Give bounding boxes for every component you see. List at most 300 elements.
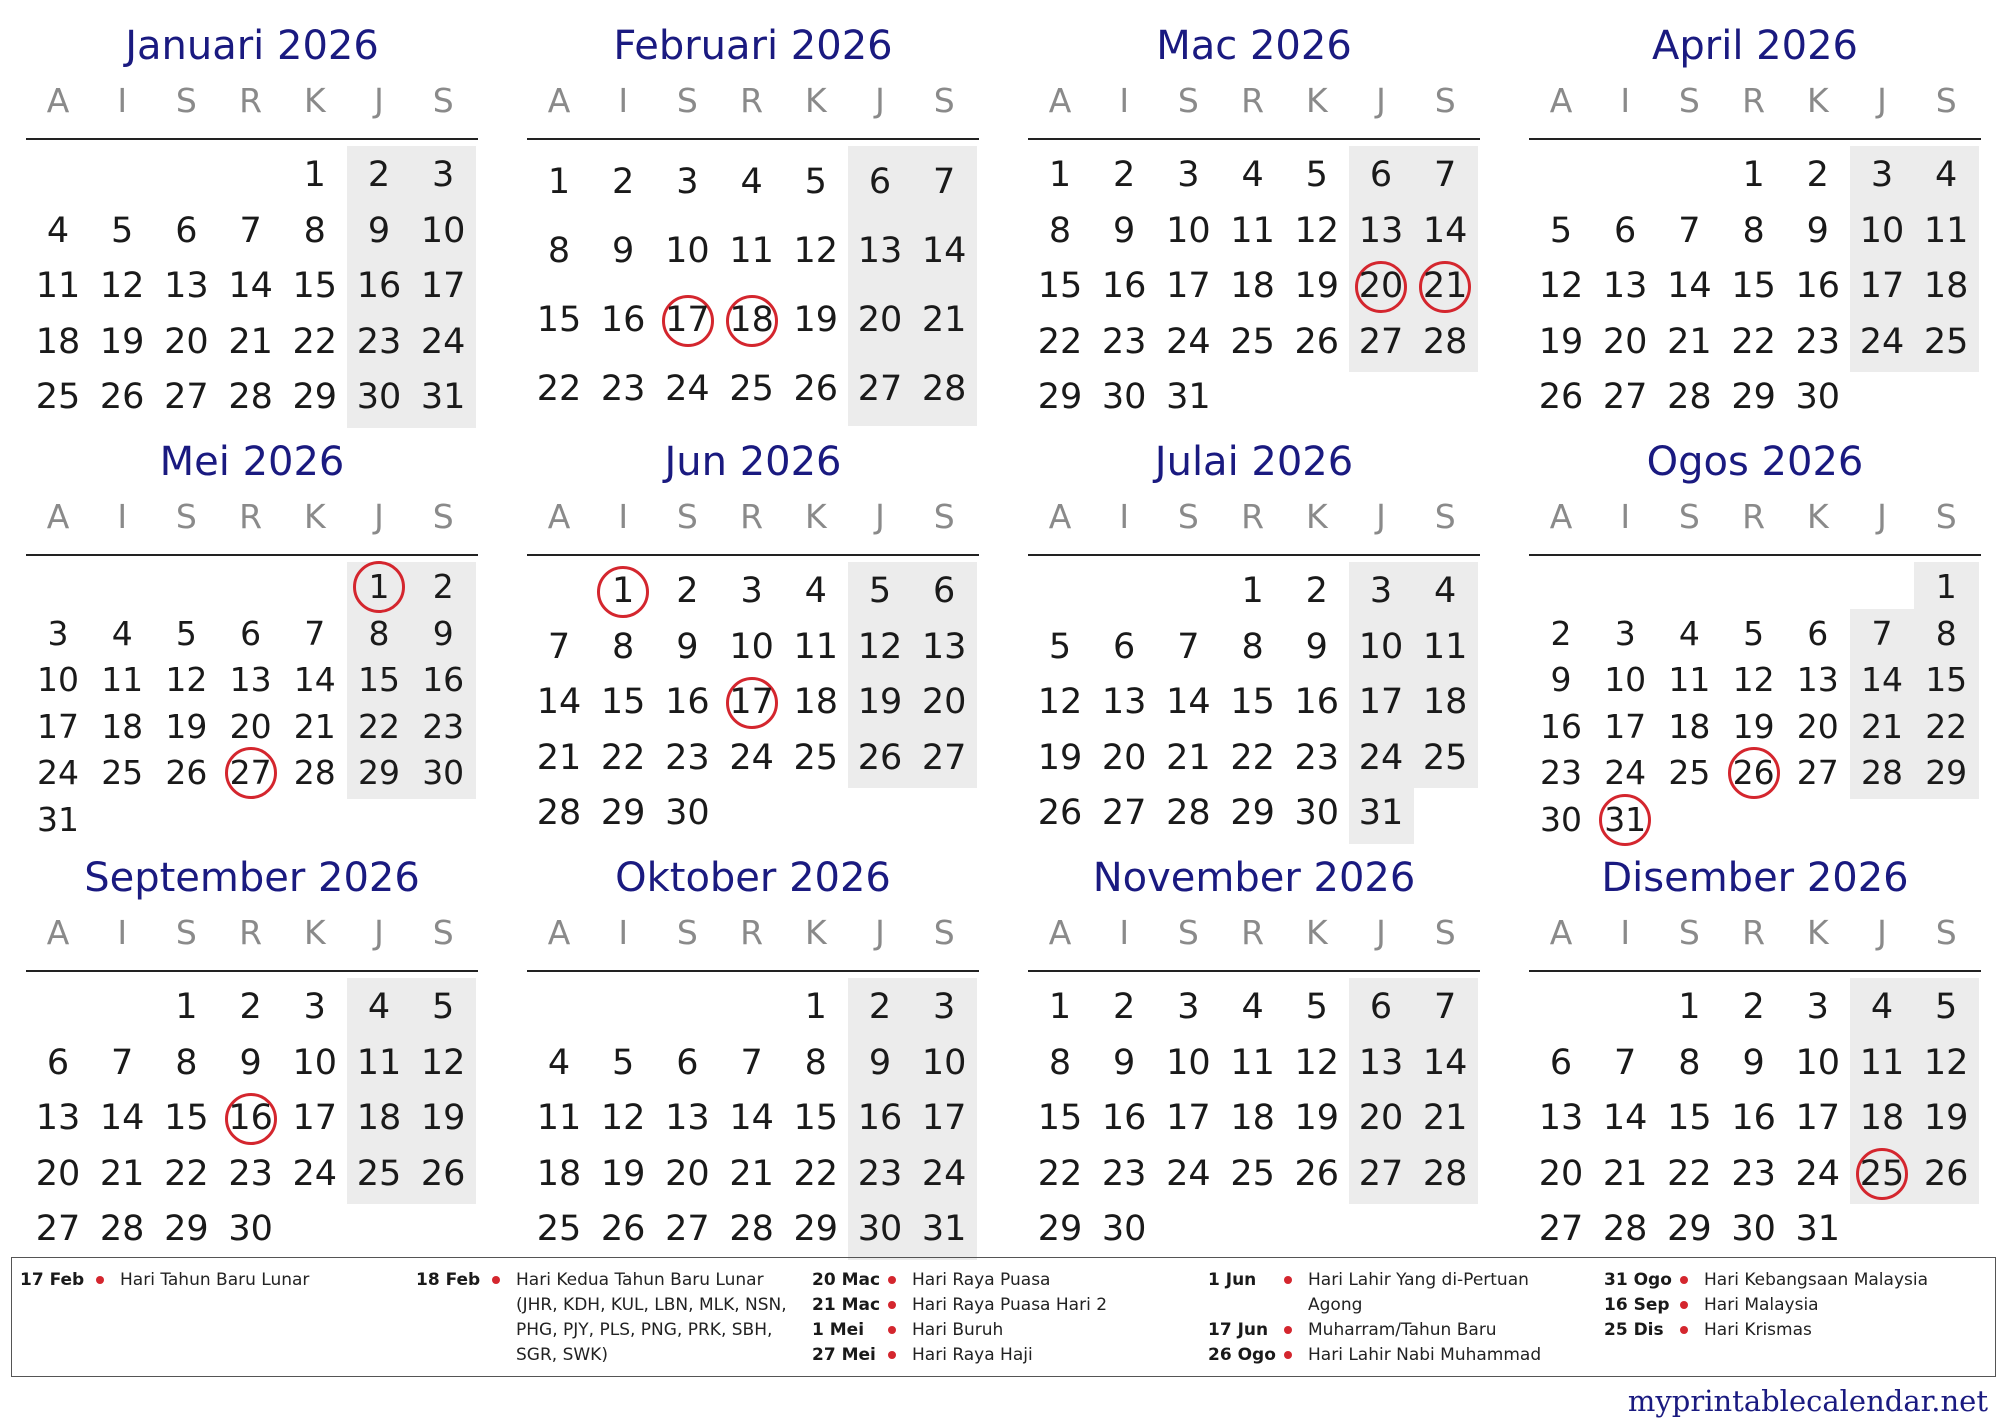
day-cell[interactable]: 15 <box>1925 660 1968 699</box>
day-cell[interactable]: 31 <box>921 1209 967 1249</box>
day-cell[interactable]: 6 <box>676 1042 699 1083</box>
day-cell[interactable]: 16 <box>1294 682 1340 722</box>
day-cell[interactable]: 7 <box>1177 626 1200 667</box>
day-cell[interactable]: 14 <box>1422 1042 1468 1083</box>
day-cell[interactable]: 20 <box>1602 321 1648 362</box>
day-cell[interactable]: 29 <box>1037 377 1083 417</box>
day-cell[interactable]: 14 <box>1602 1098 1648 1138</box>
day-cell[interactable]: 22 <box>600 737 646 778</box>
day-cell[interactable]: 13 <box>1358 1042 1404 1083</box>
day-cell[interactable]: 8 <box>612 626 635 667</box>
day-cell[interactable]: 2 <box>612 162 635 202</box>
day-cell[interactable]: 10 <box>37 660 79 699</box>
day-cell[interactable]: 12 <box>1923 1042 1969 1083</box>
day-cell[interactable]: 4 <box>1935 155 1958 195</box>
day-cell[interactable]: 26 <box>1294 321 1340 362</box>
day-cell[interactable]: 16 <box>422 660 465 699</box>
day-cell[interactable]: 20 <box>1358 1098 1404 1138</box>
day-cell[interactable]: 3 <box>1177 155 1200 195</box>
day-cell[interactable]: 15 <box>536 300 582 340</box>
day-cell[interactable]: 5 <box>1743 613 1765 653</box>
day-cell[interactable]: 4 <box>1241 155 1264 195</box>
day-cell[interactable]: 10 <box>420 210 466 251</box>
day-cell[interactable]: 7 <box>1678 210 1701 251</box>
day-cell[interactable]: 17 <box>37 706 79 746</box>
day-cell[interactable]: 28 <box>536 793 582 833</box>
day-cell[interactable]: 24 <box>921 1153 967 1194</box>
day-cell[interactable]: 25 <box>1230 321 1275 362</box>
day-cell[interactable]: 5 <box>175 613 197 653</box>
day-cell[interactable]: 9 <box>1305 626 1328 667</box>
day-cell[interactable]: 5 <box>1305 155 1328 195</box>
day-cell[interactable]: 21 <box>293 706 336 746</box>
day-cell[interactable]: 11 <box>1859 1042 1905 1083</box>
day-cell[interactable]: 7 <box>740 1042 763 1083</box>
holiday-day-cell[interactable]: 16 <box>228 1098 273 1138</box>
day-cell[interactable]: 23 <box>857 1153 903 1194</box>
day-cell[interactable]: 8 <box>1935 613 1957 653</box>
day-cell[interactable]: 16 <box>665 682 710 722</box>
day-cell[interactable]: 25 <box>35 377 81 417</box>
day-cell[interactable]: 5 <box>111 210 134 251</box>
day-cell[interactable]: 28 <box>1166 793 1211 833</box>
day-cell[interactable]: 29 <box>1925 753 1968 792</box>
day-cell[interactable]: 28 <box>293 753 336 792</box>
day-cell[interactable]: 4 <box>1434 571 1457 611</box>
day-cell[interactable]: 8 <box>804 1042 827 1083</box>
day-cell[interactable]: 9 <box>367 210 391 251</box>
day-cell[interactable]: 1 <box>1048 155 1072 195</box>
day-cell[interactable]: 19 <box>1037 737 1083 778</box>
day-cell[interactable]: 19 <box>1538 321 1584 362</box>
day-cell[interactable]: 4 <box>1241 987 1264 1027</box>
day-cell[interactable]: 11 <box>1230 1042 1275 1083</box>
day-cell[interactable]: 17 <box>1358 682 1404 722</box>
day-cell[interactable]: 20 <box>1796 706 1839 746</box>
day-cell[interactable]: 21 <box>1422 1098 1468 1138</box>
day-cell[interactable]: 18 <box>1668 706 1711 746</box>
day-cell[interactable]: 25 <box>536 1209 582 1249</box>
day-cell[interactable]: 5 <box>1549 210 1573 251</box>
day-cell[interactable]: 24 <box>1166 321 1211 362</box>
day-cell[interactable]: 20 <box>35 1153 81 1194</box>
day-cell[interactable]: 4 <box>111 613 133 653</box>
day-cell[interactable]: 10 <box>292 1042 338 1083</box>
day-cell[interactable]: 10 <box>1795 1042 1841 1083</box>
day-cell[interactable]: 21 <box>1667 321 1712 362</box>
day-cell[interactable]: 10 <box>1166 210 1211 251</box>
day-cell[interactable]: 8 <box>1678 1042 1701 1083</box>
day-cell[interactable]: 13 <box>1538 1098 1584 1138</box>
day-cell[interactable]: 11 <box>1230 210 1275 251</box>
day-cell[interactable]: 6 <box>1614 210 1637 251</box>
day-cell[interactable]: 1 <box>1678 987 1701 1027</box>
day-cell[interactable]: 29 <box>1230 793 1275 833</box>
day-cell[interactable]: 27 <box>1358 1153 1404 1194</box>
day-cell[interactable]: 27 <box>921 737 967 778</box>
day-cell[interactable]: 20 <box>229 706 272 746</box>
day-cell[interactable]: 23 <box>665 737 710 778</box>
day-cell[interactable]: 17 <box>1859 266 1905 306</box>
day-cell[interactable]: 26 <box>1538 377 1584 417</box>
day-cell[interactable]: 6 <box>46 1042 70 1083</box>
day-cell[interactable]: 5 <box>612 1042 635 1083</box>
day-cell[interactable]: 8 <box>547 231 571 271</box>
day-cell[interactable]: 4 <box>367 987 391 1027</box>
day-cell[interactable]: 15 <box>358 660 400 699</box>
day-cell[interactable]: 19 <box>420 1098 466 1138</box>
day-cell[interactable]: 25 <box>793 737 839 778</box>
day-cell[interactable]: 8 <box>1241 626 1264 667</box>
day-cell[interactable]: 14 <box>1166 682 1211 722</box>
day-cell[interactable]: 28 <box>99 1209 145 1249</box>
day-cell[interactable]: 17 <box>921 1098 967 1138</box>
day-cell[interactable]: 16 <box>857 1098 903 1138</box>
day-cell[interactable]: 30 <box>1795 377 1841 417</box>
day-cell[interactable]: 18 <box>793 682 839 722</box>
day-cell[interactable]: 30 <box>857 1209 903 1249</box>
day-cell[interactable]: 13 <box>1602 266 1648 306</box>
day-cell[interactable]: 17 <box>292 1098 338 1138</box>
day-cell[interactable]: 5 <box>1048 626 1072 667</box>
day-cell[interactable]: 8 <box>1048 210 1072 251</box>
day-cell[interactable]: 25 <box>1422 737 1468 778</box>
day-cell[interactable]: 3 <box>303 987 326 1027</box>
day-cell[interactable]: 10 <box>665 231 710 271</box>
holiday-day-cell[interactable]: 1 <box>612 571 635 611</box>
day-cell[interactable]: 10 <box>1358 626 1404 667</box>
day-cell[interactable]: 8 <box>175 1042 198 1083</box>
day-cell[interactable]: 26 <box>600 1209 646 1249</box>
day-cell[interactable]: 11 <box>1422 626 1468 667</box>
day-cell[interactable]: 3 <box>1870 155 1894 195</box>
holiday-day-cell[interactable]: 20 <box>1358 266 1404 306</box>
day-cell[interactable]: 7 <box>1434 155 1457 195</box>
day-cell[interactable]: 21 <box>536 737 582 778</box>
day-cell[interactable]: 22 <box>1037 321 1083 362</box>
day-cell[interactable]: 14 <box>1861 660 1903 699</box>
day-cell[interactable]: 28 <box>1667 377 1712 417</box>
day-cell[interactable]: 9 <box>612 231 635 271</box>
day-cell[interactable]: 3 <box>933 987 956 1027</box>
day-cell[interactable]: 2 <box>432 567 454 606</box>
day-cell[interactable]: 4 <box>804 571 827 611</box>
day-cell[interactable]: 14 <box>921 231 967 271</box>
day-cell[interactable]: 1 <box>547 162 571 202</box>
day-cell[interactable]: 16 <box>1540 706 1582 746</box>
day-cell[interactable]: 6 <box>868 162 892 202</box>
day-cell[interactable]: 26 <box>99 377 145 417</box>
day-cell[interactable]: 28 <box>921 369 967 409</box>
day-cell[interactable]: 27 <box>1796 753 1839 792</box>
day-cell[interactable]: 14 <box>228 266 273 306</box>
day-cell[interactable]: 23 <box>600 369 646 409</box>
day-cell[interactable]: 29 <box>164 1209 209 1249</box>
day-cell[interactable]: 4 <box>740 162 763 202</box>
day-cell[interactable]: 31 <box>1795 1209 1841 1249</box>
day-cell[interactable]: 11 <box>1923 210 1969 251</box>
day-cell[interactable]: 11 <box>101 660 144 699</box>
day-cell[interactable]: 11 <box>793 626 839 667</box>
day-cell[interactable]: 8 <box>303 210 326 251</box>
day-cell[interactable]: 22 <box>1230 737 1275 778</box>
day-cell[interactable]: 22 <box>1731 321 1776 362</box>
day-cell[interactable]: 12 <box>793 231 839 271</box>
day-cell[interactable]: 10 <box>1604 660 1647 699</box>
day-cell[interactable]: 9 <box>1550 660 1572 699</box>
day-cell[interactable]: 16 <box>1101 266 1147 306</box>
day-cell[interactable]: 3 <box>1614 613 1636 653</box>
holiday-day-cell[interactable]: 21 <box>1422 266 1468 306</box>
holiday-day-cell[interactable]: 1 <box>368 567 390 606</box>
day-cell[interactable]: 8 <box>368 613 390 653</box>
day-cell[interactable]: 6 <box>1549 1042 1573 1083</box>
day-cell[interactable]: 30 <box>665 793 710 833</box>
day-cell[interactable]: 2 <box>1806 155 1829 195</box>
day-cell[interactable]: 3 <box>740 571 763 611</box>
day-cell[interactable]: 9 <box>1742 1042 1765 1083</box>
day-cell[interactable]: 14 <box>536 682 582 722</box>
day-cell[interactable]: 6 <box>240 613 262 653</box>
day-cell[interactable]: 30 <box>1540 799 1582 839</box>
day-cell[interactable]: 12 <box>165 660 208 699</box>
day-cell[interactable]: 25 <box>356 1153 402 1194</box>
day-cell[interactable]: 24 <box>1166 1153 1211 1194</box>
day-cell[interactable]: 7 <box>304 613 326 653</box>
day-cell[interactable]: 7 <box>1871 613 1893 653</box>
holiday-day-cell[interactable]: 26 <box>1732 753 1775 792</box>
day-cell[interactable]: 13 <box>857 231 903 271</box>
day-cell[interactable]: 21 <box>921 300 967 340</box>
day-cell[interactable]: 3 <box>432 155 455 195</box>
day-cell[interactable]: 5 <box>432 987 455 1027</box>
day-cell[interactable]: 22 <box>164 1153 209 1194</box>
day-cell[interactable]: 19 <box>1294 266 1340 306</box>
day-cell[interactable]: 26 <box>420 1153 466 1194</box>
day-cell[interactable]: 24 <box>665 369 710 409</box>
day-cell[interactable]: 23 <box>1101 1153 1147 1194</box>
day-cell[interactable]: 3 <box>1177 987 1200 1027</box>
day-cell[interactable]: 6 <box>1807 613 1829 653</box>
day-cell[interactable]: 11 <box>35 266 81 306</box>
day-cell[interactable]: 31 <box>37 799 79 839</box>
day-cell[interactable]: 9 <box>432 613 454 653</box>
day-cell[interactable]: 25 <box>1230 1153 1275 1194</box>
day-cell[interactable]: 23 <box>1731 1153 1776 1194</box>
day-cell[interactable]: 28 <box>228 377 273 417</box>
day-cell[interactable]: 10 <box>1859 210 1905 251</box>
day-cell[interactable]: 13 <box>1358 210 1404 251</box>
day-cell[interactable]: 7 <box>1614 1042 1637 1083</box>
day-cell[interactable]: 11 <box>1668 660 1711 699</box>
day-cell[interactable]: 1 <box>175 987 198 1027</box>
day-cell[interactable]: 18 <box>1230 266 1275 306</box>
day-cell[interactable]: 10 <box>1166 1042 1211 1083</box>
day-cell[interactable]: 2 <box>1742 987 1765 1027</box>
day-cell[interactable]: 14 <box>99 1098 145 1138</box>
day-cell[interactable]: 30 <box>228 1209 273 1249</box>
day-cell[interactable]: 23 <box>1101 321 1147 362</box>
day-cell[interactable]: 24 <box>1604 753 1647 792</box>
day-cell[interactable]: 15 <box>1037 266 1083 306</box>
day-cell[interactable]: 6 <box>175 210 198 251</box>
day-cell[interactable]: 24 <box>1795 1153 1841 1194</box>
day-cell[interactable]: 26 <box>1923 1153 1969 1194</box>
day-cell[interactable]: 1 <box>1742 155 1765 195</box>
day-cell[interactable]: 2 <box>676 571 699 611</box>
day-cell[interactable]: 11 <box>729 231 774 271</box>
day-cell[interactable]: 12 <box>857 626 903 667</box>
day-cell[interactable]: 15 <box>164 1098 209 1138</box>
day-cell[interactable]: 30 <box>1101 1209 1147 1249</box>
day-cell[interactable]: 23 <box>1540 753 1582 792</box>
day-cell[interactable]: 12 <box>1294 210 1340 251</box>
day-cell[interactable]: 19 <box>1923 1098 1969 1138</box>
day-cell[interactable]: 5 <box>1935 987 1958 1027</box>
day-cell[interactable]: 29 <box>292 377 338 417</box>
day-cell[interactable]: 25 <box>1668 753 1711 792</box>
day-cell[interactable]: 9 <box>1113 1042 1136 1083</box>
day-cell[interactable]: 14 <box>1422 210 1468 251</box>
day-cell[interactable]: 6 <box>1113 626 1136 667</box>
day-cell[interactable]: 15 <box>1230 682 1275 722</box>
day-cell[interactable]: 6 <box>1369 987 1393 1027</box>
day-cell[interactable]: 4 <box>46 210 70 251</box>
day-cell[interactable]: 18 <box>1923 266 1969 306</box>
day-cell[interactable]: 29 <box>1037 1209 1083 1249</box>
day-cell[interactable]: 25 <box>1923 321 1969 362</box>
day-cell[interactable]: 25 <box>101 753 144 792</box>
day-cell[interactable]: 20 <box>665 1153 710 1194</box>
day-cell[interactable]: 1 <box>804 987 827 1027</box>
day-cell[interactable]: 6 <box>1369 155 1393 195</box>
day-cell[interactable]: 11 <box>356 1042 402 1083</box>
day-cell[interactable]: 2 <box>239 987 262 1027</box>
day-cell[interactable]: 13 <box>164 266 209 306</box>
day-cell[interactable]: 16 <box>600 300 646 340</box>
day-cell[interactable]: 22 <box>1037 1153 1083 1194</box>
day-cell[interactable]: 26 <box>165 753 208 792</box>
day-cell[interactable]: 20 <box>921 682 967 722</box>
day-cell[interactable]: 1 <box>303 155 326 195</box>
day-cell[interactable]: 10 <box>921 1042 967 1083</box>
day-cell[interactable]: 24 <box>420 321 466 362</box>
day-cell[interactable]: 24 <box>292 1153 338 1194</box>
day-cell[interactable]: 17 <box>1166 266 1211 306</box>
day-cell[interactable]: 28 <box>729 1209 774 1249</box>
day-cell[interactable]: 29 <box>358 753 400 792</box>
day-cell[interactable]: 2 <box>1305 571 1328 611</box>
day-cell[interactable]: 20 <box>164 321 209 362</box>
day-cell[interactable]: 17 <box>1166 1098 1211 1138</box>
day-cell[interactable]: 24 <box>1358 737 1404 778</box>
day-cell[interactable]: 29 <box>1731 377 1776 417</box>
day-cell[interactable]: 22 <box>1925 706 1968 746</box>
day-cell[interactable]: 21 <box>1602 1153 1648 1194</box>
day-cell[interactable]: 29 <box>793 1209 839 1249</box>
day-cell[interactable]: 7 <box>933 162 956 202</box>
day-cell[interactable]: 7 <box>239 210 262 251</box>
day-cell[interactable]: 27 <box>1602 377 1648 417</box>
day-cell[interactable]: 3 <box>676 162 699 202</box>
day-cell[interactable]: 25 <box>729 369 774 409</box>
day-cell[interactable]: 1 <box>1241 571 1264 611</box>
holiday-day-cell[interactable]: 25 <box>1859 1153 1905 1194</box>
day-cell[interactable]: 12 <box>420 1042 466 1083</box>
day-cell[interactable]: 4 <box>547 1042 571 1083</box>
day-cell[interactable]: 7 <box>1434 987 1457 1027</box>
day-cell[interactable]: 16 <box>1101 1098 1147 1138</box>
day-cell[interactable]: 26 <box>1294 1153 1340 1194</box>
day-cell[interactable]: 17 <box>1795 1098 1841 1138</box>
day-cell[interactable]: 20 <box>1538 1153 1584 1194</box>
day-cell[interactable]: 20 <box>1101 737 1147 778</box>
day-cell[interactable]: 26 <box>1037 793 1083 833</box>
day-cell[interactable]: 12 <box>1294 1042 1340 1083</box>
day-cell[interactable]: 26 <box>857 737 903 778</box>
day-cell[interactable]: 18 <box>356 1098 402 1138</box>
day-cell[interactable]: 11 <box>536 1098 582 1138</box>
holiday-day-cell[interactable]: 18 <box>729 300 774 340</box>
day-cell[interactable]: 2 <box>1550 613 1572 653</box>
day-cell[interactable]: 18 <box>1859 1098 1905 1138</box>
day-cell[interactable]: 12 <box>600 1098 646 1138</box>
day-cell[interactable]: 8 <box>1742 210 1765 251</box>
day-cell[interactable]: 22 <box>793 1153 839 1194</box>
day-cell[interactable]: 13 <box>665 1098 710 1138</box>
day-cell[interactable]: 2 <box>1113 987 1136 1027</box>
day-cell[interactable]: 9 <box>1113 210 1136 251</box>
day-cell[interactable]: 5 <box>1305 987 1328 1027</box>
day-cell[interactable]: 27 <box>35 1209 81 1249</box>
day-cell[interactable]: 21 <box>99 1153 145 1194</box>
day-cell[interactable]: 21 <box>1166 737 1211 778</box>
day-cell[interactable]: 14 <box>1667 266 1712 306</box>
day-cell[interactable]: 28 <box>1422 321 1468 362</box>
day-cell[interactable]: 5 <box>868 571 892 611</box>
day-cell[interactable]: 30 <box>356 377 402 417</box>
day-cell[interactable]: 16 <box>356 266 402 306</box>
day-cell[interactable]: 21 <box>729 1153 774 1194</box>
day-cell[interactable]: 19 <box>600 1153 646 1194</box>
day-cell[interactable]: 23 <box>422 706 465 746</box>
day-cell[interactable]: 6 <box>933 571 956 611</box>
day-cell[interactable]: 3 <box>1369 571 1393 611</box>
day-cell[interactable]: 12 <box>1037 682 1083 722</box>
day-cell[interactable]: 12 <box>1538 266 1584 306</box>
day-cell[interactable]: 19 <box>99 321 145 362</box>
day-cell[interactable]: 18 <box>35 321 81 362</box>
day-cell[interactable]: 19 <box>793 300 839 340</box>
day-cell[interactable]: 8 <box>1048 1042 1072 1083</box>
day-cell[interactable]: 9 <box>676 626 699 667</box>
day-cell[interactable]: 18 <box>1422 682 1468 722</box>
day-cell[interactable]: 28 <box>1861 753 1903 792</box>
day-cell[interactable]: 14 <box>293 660 336 699</box>
day-cell[interactable]: 16 <box>1795 266 1841 306</box>
day-cell[interactable]: 22 <box>358 706 400 746</box>
day-cell[interactable]: 23 <box>1795 321 1841 362</box>
day-cell[interactable]: 23 <box>1294 737 1340 778</box>
day-cell[interactable]: 15 <box>600 682 646 722</box>
day-cell[interactable]: 18 <box>1230 1098 1275 1138</box>
day-cell[interactable]: 4 <box>1870 987 1894 1027</box>
day-cell[interactable]: 15 <box>793 1098 839 1138</box>
day-cell[interactable]: 27 <box>1358 321 1404 362</box>
day-cell[interactable]: 24 <box>729 737 774 778</box>
day-cell[interactable]: 19 <box>1732 706 1775 746</box>
day-cell[interactable]: 30 <box>1294 793 1340 833</box>
